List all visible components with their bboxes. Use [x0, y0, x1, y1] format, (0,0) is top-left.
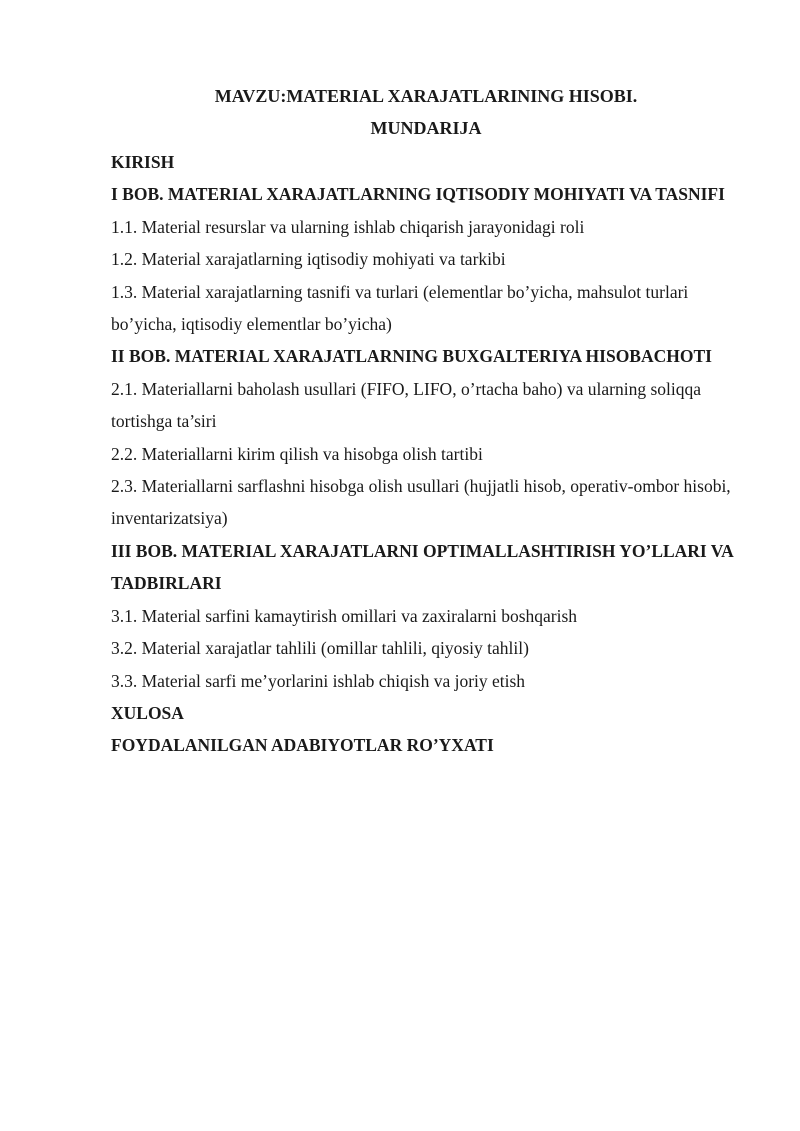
toc-chapter-heading: I BOB. MATERIAL XARAJATLARNING IQTISODIY MOHIYATI VA TASNIFI	[111, 184, 725, 205]
toc-chapter-heading: XULOSA	[111, 702, 184, 723]
toc-chapter-heading: KIRISH	[111, 152, 175, 172]
toc-section-item: 1.2. Material xarajatlarning iqtisodiy mohiyati va tarkibi	[111, 249, 506, 270]
toc-section-item: 3.1. Material sarfini kamaytirish omillari va zaxiralarni boshqarish	[111, 605, 578, 626]
toc-chapter-heading: II BOB. MATERIAL XARAJATLARNING BUXGALTERIYA HISOBACHOTI	[111, 346, 712, 367]
toc-section-item: 2.2. Materiallarni kirim qilish va hisobga olish tartibi	[111, 443, 483, 464]
toc-heading: MUNDARIJA	[370, 118, 482, 138]
toc-chapter-heading: III BOB. MATERIAL XARAJATLARNI OPTIMALLASHTIRISH YO’LLARI VA TADBIRLARI	[111, 540, 733, 594]
toc-section-item: 2.3. Materiallarni sarflashni hisobga olish usullari (hujjatli hisob, operativ-ombor hisobi, inventarizatsiya)	[111, 476, 731, 529]
toc-section-item: 2.1. Materiallarni baholash usullari (FIFO, LIFO, o’rtacha baho) va ularning soliqqa tortishga ta’siri	[111, 378, 701, 432]
toc-section-item: 3.3. Material sarfi me’yorlarini ishlab chiqish va joriy etish	[111, 670, 526, 691]
toc-section-item: 1.1. Material resurslar va ularning ishlab chiqarish jarayonidagi roli	[111, 216, 585, 237]
table-of-contents	[111, 146, 741, 762]
document-title: MAVZU:MATERIAL XARAJATLARINING HISOBI.	[214, 86, 638, 106]
toc-section-item: 1.3. Material xarajatlarning tasnifi va turlari (elementlar bo’yicha, mahsulot turlari bo’yicha, iqtisodiy elementlar bo’yicha)	[111, 281, 689, 335]
toc-chapter-heading: FOYDALANILGAN ADABIYOTLAR RO’YXATI	[111, 735, 494, 756]
toc-section-item: 3.2. Material xarajatlar tahlili (omillar tahlili, qiyosiy tahlil)	[111, 638, 529, 659]
